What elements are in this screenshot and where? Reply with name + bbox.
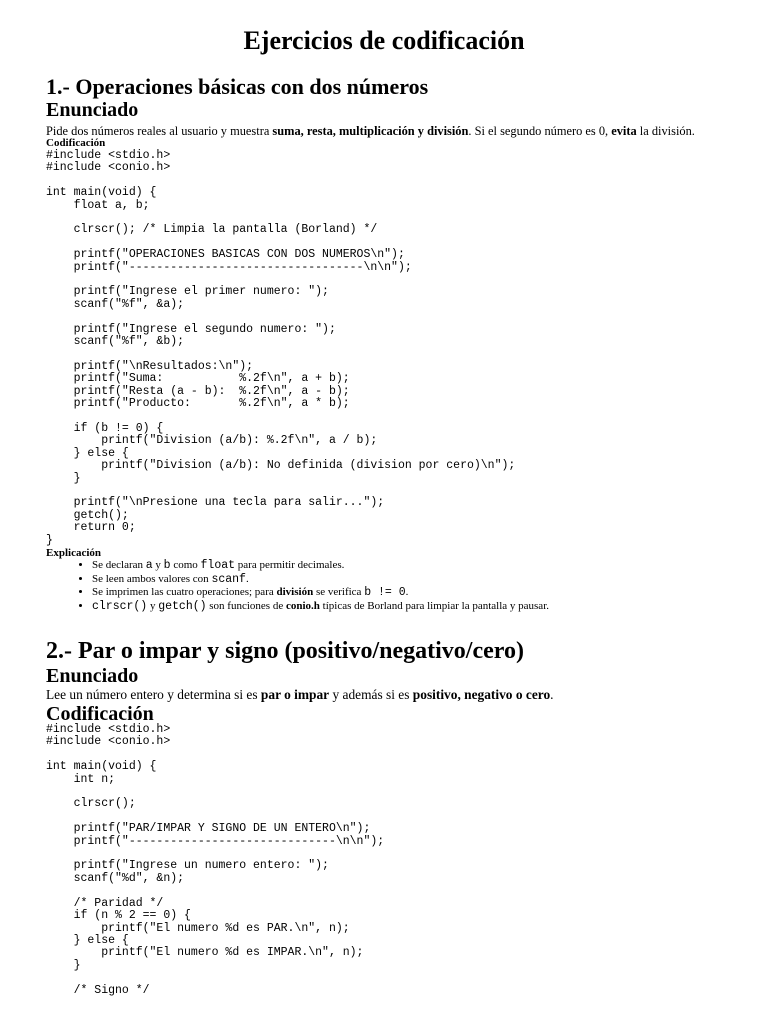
list-item: • Se declaran a y b como float para permitir decimales. <box>92 559 549 573</box>
exercise1-code-block: #include <stdio.h> #include <conio.h> int main(void) { float a, b; clrscr(); /* Limpia la pantalla (Borland) */ printf("OPERACIONES BASICAS CON DOS NUMEROS\n"); printf("----------------------------------\n\n"); printf("Ingrese el primer numero: "); scanf("%f", &a); printf("Ingrese el segundo numero: "); scanf("%f", &b); printf("\nResultados:\n"); printf("Suma: %.2f\n", a + b); printf("Resta (a - b): %.2f\n", a - b); printf("Producto: %.2f\n", a * b); if (b != 0) { printf("Division (a/b): %.2f\n", a / b); } else { printf("Division (a/b): No definida (division por cero)\n"); } printf("\nPresione una tecla para salir..."); getch(); return 0; } <box>46 149 516 547</box>
document-title: Ejercicios de codificación <box>243 26 525 55</box>
exercise2-code-block: #include <stdio.h> #include <conio.h> int main(void) { int n; clrscr(); printf("PAR/IMPAR Y SIGNO DE UN ENTERO\n"); printf("------------------------------\n\n"); printf("Ingrese un numero entero: "); scanf("%d", &n); /* Paridad */ if (n % 2 == 0) { printf("El numero %d es PAR.\n", n); } else { printf("El numero %d es IMPAR.\n", n); } /* Signo */ <box>46 723 385 997</box>
exercise2-enunciado-heading: Enunciado <box>46 665 139 687</box>
exercise1-codificacion-heading: Codificación <box>46 137 106 149</box>
exercise1-heading: 1.- Operaciones básicas con dos números <box>46 74 429 99</box>
list-item: • clrscr() y getch() son funciones de conio.h típicas de Borland para limpiar la pantalla y pausar. <box>92 600 549 614</box>
exercise1-enunciado-text: Pide dos números reales al usuario y muestra suma, resta, multiplicación y división. Si el segundo número es 0, evita la división. <box>46 124 695 138</box>
exercise1-enunciado-heading: Enunciado <box>46 99 139 121</box>
list-item: • Se leen ambos valores con scanf. <box>92 573 549 587</box>
exercise2-heading: 2.- Par o impar y signo (positivo/negativo/cero) <box>46 638 524 664</box>
exercise1-explicacion-list <box>46 559 549 613</box>
exercise1-explicacion-heading: Explicación <box>46 547 102 559</box>
exercise2-enunciado-text: Lee un número entero y determina si es par o impar y además si es positivo, negativo o cero. <box>46 687 554 702</box>
exercise2-codificacion-heading: Codificación <box>46 703 154 725</box>
list-item: • Se imprimen las cuatro operaciones; para división se verifica b != 0. <box>92 586 549 600</box>
